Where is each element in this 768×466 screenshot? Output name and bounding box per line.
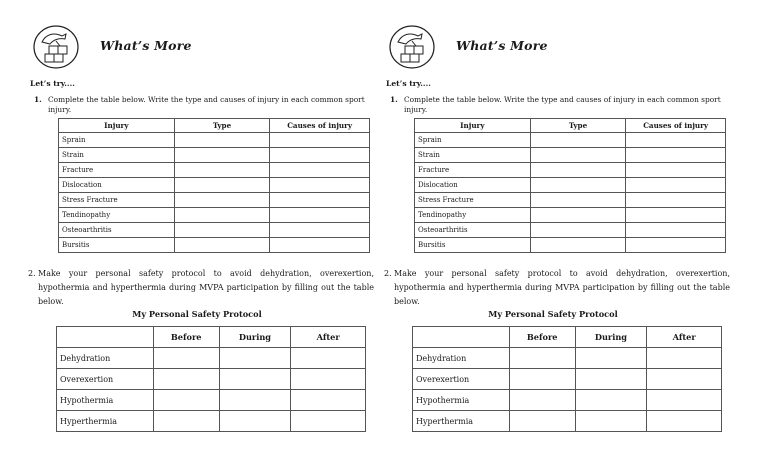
column-header: During — [219, 327, 291, 348]
table-row — [59, 193, 370, 208]
injury-name-cell: Bursitis — [59, 238, 175, 253]
injury-name-cell: Stress Fracture — [415, 193, 531, 208]
injury-name-cell: Sprain — [59, 133, 175, 148]
answer-cell[interactable] — [174, 238, 270, 253]
instruction-text: Complete the table below. Write the type and causes of injury in each common sport injury. — [48, 95, 365, 114]
answer-cell[interactable] — [509, 348, 575, 369]
answer-cell[interactable] — [647, 411, 722, 432]
column-header: After — [647, 327, 722, 348]
table-row — [415, 133, 726, 148]
answer-cell[interactable] — [575, 369, 647, 390]
answer-cell[interactable] — [174, 223, 270, 238]
column-header: Before — [153, 327, 219, 348]
answer-cell[interactable] — [270, 223, 370, 238]
table-row — [59, 163, 370, 178]
answer-cell[interactable] — [626, 178, 726, 193]
table-row — [415, 178, 726, 193]
answer-cell[interactable] — [219, 390, 291, 411]
condition-name-cell: Dehydration — [57, 348, 154, 369]
answer-cell[interactable] — [270, 238, 370, 253]
table-row — [413, 348, 722, 369]
condition-name-cell: Hypothermia — [413, 390, 510, 411]
table-row — [59, 178, 370, 193]
injury-name-cell: Fracture — [59, 163, 175, 178]
instruction-text: Complete the table below. Write the type and causes of injury in each common sport injury. — [404, 95, 721, 114]
injury-name-cell: Osteoarthritis — [59, 223, 175, 238]
answer-cell[interactable] — [174, 208, 270, 223]
answer-cell[interactable] — [174, 163, 270, 178]
answer-cell[interactable] — [174, 148, 270, 163]
instruction-text: Make your personal safety protocol to avoid dehydration, overexertion, hypothermia and hyperthermia during MVPA participation by filling out the table below. — [394, 269, 730, 306]
table-row — [415, 223, 726, 238]
injury-name-cell: Tendinopathy — [415, 208, 531, 223]
injury-name-cell: Strain — [415, 148, 531, 163]
answer-cell[interactable] — [626, 148, 726, 163]
answer-cell[interactable] — [509, 411, 575, 432]
table-row — [413, 369, 722, 390]
section-title: What’s More — [100, 38, 192, 53]
table-row — [59, 133, 370, 148]
answer-cell[interactable] — [270, 178, 370, 193]
table-row — [59, 148, 370, 163]
safety-protocol-title: My Personal Safety Protocol — [488, 309, 618, 319]
answer-cell[interactable] — [530, 223, 626, 238]
table-row — [413, 411, 722, 432]
answer-cell[interactable] — [153, 369, 219, 390]
condition-name-cell: Dehydration — [413, 348, 510, 369]
table-row — [59, 208, 370, 223]
instruction-number: 1. — [34, 95, 42, 104]
worksheet-panel-left — [22, 0, 372, 466]
column-header: Injury — [415, 119, 531, 133]
answer-cell[interactable] — [153, 348, 219, 369]
column-header: Injury — [59, 119, 175, 133]
answer-cell[interactable] — [530, 163, 626, 178]
condition-name-cell: Overexertion — [57, 369, 154, 390]
answer-cell[interactable] — [219, 369, 291, 390]
answer-cell[interactable] — [575, 411, 647, 432]
column-header: Type — [530, 119, 626, 133]
table-row — [415, 193, 726, 208]
answer-cell[interactable] — [219, 411, 291, 432]
injury-table — [58, 118, 370, 253]
condition-name-cell: Hyperthermia — [57, 411, 154, 432]
instruction-text: Make your personal safety protocol to avoid dehydration, overexertion, hypothermia and hyperthermia during MVPA participation by filling out the table below. — [38, 269, 374, 306]
building-blocks-logo-icon — [388, 24, 436, 70]
injury-name-cell: Dislocation — [59, 178, 175, 193]
safety-protocol-table — [56, 326, 366, 432]
injury-name-cell: Dislocation — [415, 178, 531, 193]
section-title: What’s More — [456, 38, 548, 53]
table-row — [57, 390, 366, 411]
table-row — [57, 411, 366, 432]
answer-cell[interactable] — [174, 193, 270, 208]
answer-cell[interactable] — [509, 369, 575, 390]
section-header — [32, 24, 372, 70]
column-header: Causes of injury — [270, 119, 370, 133]
table-row — [57, 348, 366, 369]
answer-cell[interactable] — [647, 390, 722, 411]
answer-cell[interactable] — [647, 348, 722, 369]
answer-cell[interactable] — [291, 390, 366, 411]
answer-cell[interactable] — [626, 223, 726, 238]
lets-try-heading: Let’s try.... — [30, 79, 75, 88]
instruction-number: 1. — [390, 95, 398, 104]
answer-cell[interactable] — [530, 178, 626, 193]
answer-cell[interactable] — [153, 390, 219, 411]
answer-cell[interactable] — [530, 133, 626, 148]
answer-cell[interactable] — [174, 133, 270, 148]
instruction-number: 2. — [384, 269, 392, 278]
answer-cell[interactable] — [153, 411, 219, 432]
answer-cell[interactable] — [626, 163, 726, 178]
column-header: Causes of injury — [626, 119, 726, 133]
section-header — [388, 24, 728, 70]
answer-cell[interactable] — [291, 348, 366, 369]
instruction-number: 2. — [28, 269, 36, 278]
building-blocks-logo-icon — [32, 24, 80, 70]
injury-name-cell: Osteoarthritis — [415, 223, 531, 238]
injury-name-cell: Tendinopathy — [59, 208, 175, 223]
table-row — [57, 369, 366, 390]
column-header — [413, 327, 510, 348]
injury-name-cell: Stress Fracture — [59, 193, 175, 208]
condition-name-cell: Hyperthermia — [413, 411, 510, 432]
answer-cell[interactable] — [647, 369, 722, 390]
worksheet-panel-right — [378, 0, 728, 466]
answer-cell[interactable] — [626, 193, 726, 208]
condition-name-cell: Overexertion — [413, 369, 510, 390]
answer-cell[interactable] — [219, 348, 291, 369]
injury-table — [414, 118, 726, 253]
column-header: After — [291, 327, 366, 348]
table-row — [415, 238, 726, 253]
answer-cell[interactable] — [174, 178, 270, 193]
table-row — [415, 208, 726, 223]
answer-cell[interactable] — [509, 390, 575, 411]
condition-name-cell: Hypothermia — [57, 390, 154, 411]
answer-cell[interactable] — [291, 369, 366, 390]
injury-name-cell: Bursitis — [415, 238, 531, 253]
answer-cell[interactable] — [575, 390, 647, 411]
table-row — [415, 148, 726, 163]
answer-cell[interactable] — [270, 208, 370, 223]
column-header: During — [575, 327, 647, 348]
answer-cell[interactable] — [575, 348, 647, 369]
answer-cell[interactable] — [270, 133, 370, 148]
table-row — [413, 390, 722, 411]
answer-cell[interactable] — [530, 193, 626, 208]
answer-cell[interactable] — [530, 238, 626, 253]
answer-cell[interactable] — [270, 193, 370, 208]
injury-name-cell: Fracture — [415, 163, 531, 178]
injury-name-cell: Sprain — [415, 133, 531, 148]
safety-protocol-table — [412, 326, 722, 432]
answer-cell[interactable] — [626, 238, 726, 253]
answer-cell[interactable] — [270, 148, 370, 163]
column-header — [57, 327, 154, 348]
lets-try-heading: Let’s try.... — [386, 79, 431, 88]
table-row — [59, 223, 370, 238]
answer-cell[interactable] — [626, 133, 726, 148]
answer-cell[interactable] — [626, 208, 726, 223]
safety-protocol-title: My Personal Safety Protocol — [132, 309, 262, 319]
answer-cell[interactable] — [270, 163, 370, 178]
column-header: Before — [509, 327, 575, 348]
answer-cell[interactable] — [291, 411, 366, 432]
table-row — [415, 163, 726, 178]
injury-name-cell: Strain — [59, 148, 175, 163]
answer-cell[interactable] — [530, 148, 626, 163]
column-header: Type — [174, 119, 270, 133]
table-row — [59, 238, 370, 253]
answer-cell[interactable] — [530, 208, 626, 223]
